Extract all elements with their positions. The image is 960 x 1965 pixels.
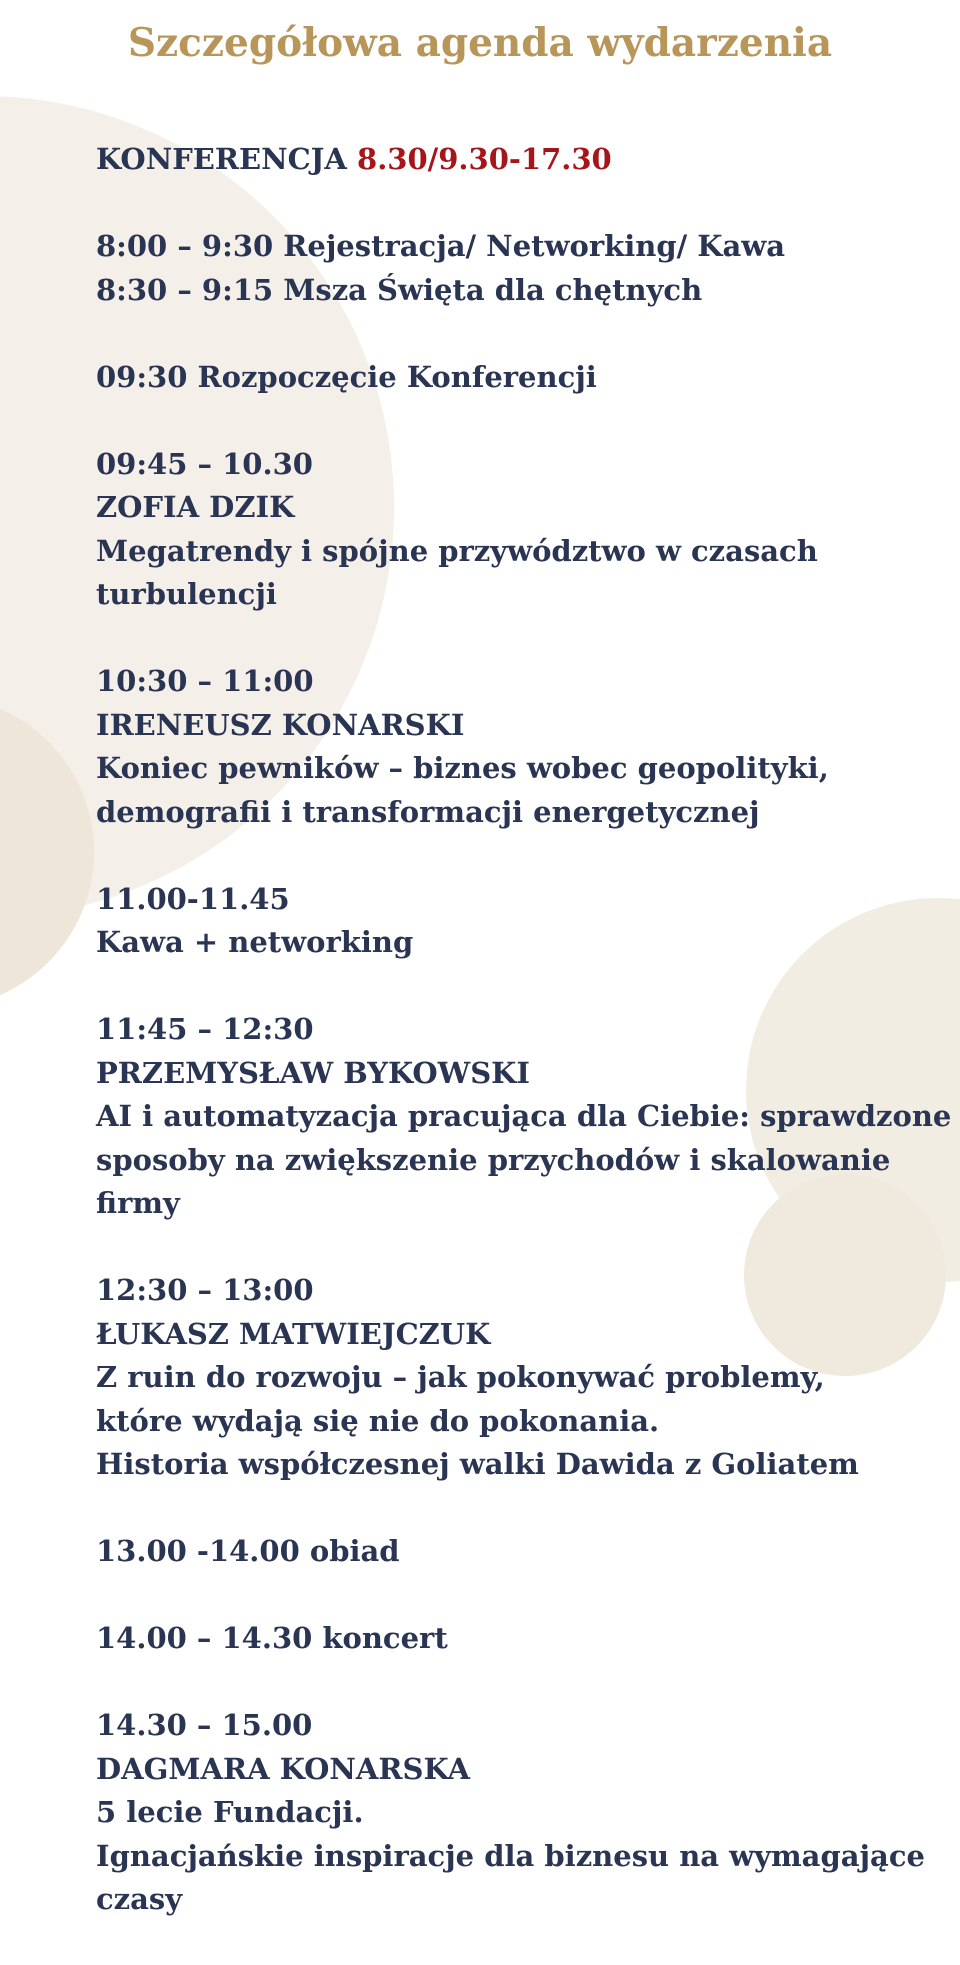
agenda-line: Megatrendy i spójne przywództwo w czasach — [96, 533, 818, 568]
agenda-line: czasy — [96, 1882, 183, 1916]
agenda-line: 10:30 – 11:00 — [96, 664, 314, 698]
agenda-line: 09:30 Rozpoczęcie Konferencji — [96, 359, 597, 394]
conference-hours: 8.30/9.30-17.30 — [357, 142, 612, 176]
agenda-block — [96, 225, 916, 312]
agenda-line: Kawa + networking — [96, 925, 414, 959]
agenda-line: sposoby na zwiększenie przychodów i skalowanie — [96, 1142, 891, 1177]
agenda-line: IRENEUSZ KONARSKI — [96, 707, 465, 742]
agenda-line: Z ruin do rozwoju – jak pokonywać problemy, — [96, 1360, 825, 1394]
agenda-line: PRZEMYSŁAW BYKOWSKI — [96, 1055, 530, 1090]
agenda-line: Koniec pewników – biznes wobec geopolityki, — [96, 751, 829, 785]
agenda-line: 5 lecie Fundacji. — [96, 1795, 364, 1829]
agenda-block — [96, 878, 916, 965]
conference-label: KONFERENCJA — [96, 142, 347, 176]
agenda-block — [96, 1269, 916, 1487]
agenda-line: AI i automatyzacja pracująca dla Ciebie: sprawdzone — [96, 1099, 952, 1133]
agenda-line: ZOFIA DZIK — [96, 490, 295, 524]
conference-heading — [96, 138, 916, 182]
agenda-line: 14.00 – 14.30 koncert — [96, 1621, 448, 1655]
agenda-line: 8:30 – 9:15 Msza Święta dla chętnych — [96, 272, 703, 307]
agenda-line: turbulencji — [96, 577, 277, 611]
agenda — [96, 138, 952, 1965]
page-title: Szczegółowa agenda wydarzenia — [127, 20, 833, 66]
agenda-line: ŁUKASZ MATWIEJCZUK — [96, 1316, 491, 1351]
agenda-line: 11.00-11.45 — [96, 881, 290, 916]
agenda-line: Ignacjańskie inspiracje dla biznesu na wymagające — [96, 1838, 925, 1873]
agenda-block — [96, 356, 916, 400]
agenda-block — [96, 1008, 952, 1226]
agenda-line: 13.00 -14.00 obiad — [96, 1534, 400, 1568]
agenda-line: 09:45 – 10.30 — [96, 446, 313, 481]
agenda-line: 8:00 – 9:30 Rejestracja/ Networking/ Kawa — [96, 229, 786, 263]
agenda-block — [96, 1617, 916, 1661]
agenda-line: 11:45 – 12:30 — [96, 1012, 314, 1046]
agenda-line: demografii i transformacji energetycznej — [96, 794, 760, 829]
agenda-line: które wydają się nie do pokonania. — [96, 1403, 660, 1438]
agenda-block — [96, 660, 916, 834]
agenda-block — [96, 1530, 916, 1574]
agenda-line: Historia współczesnej walki Dawida z Goliatem — [96, 1447, 859, 1481]
agenda-line: 12:30 – 13:00 — [96, 1273, 314, 1307]
agenda-line: 14.30 – 15.00 — [96, 1708, 313, 1742]
agenda-line: firmy — [96, 1186, 180, 1220]
agenda-block — [96, 1704, 925, 1922]
agenda-line: DAGMARA KONARSKA — [96, 1751, 470, 1786]
agenda-block — [96, 443, 916, 617]
